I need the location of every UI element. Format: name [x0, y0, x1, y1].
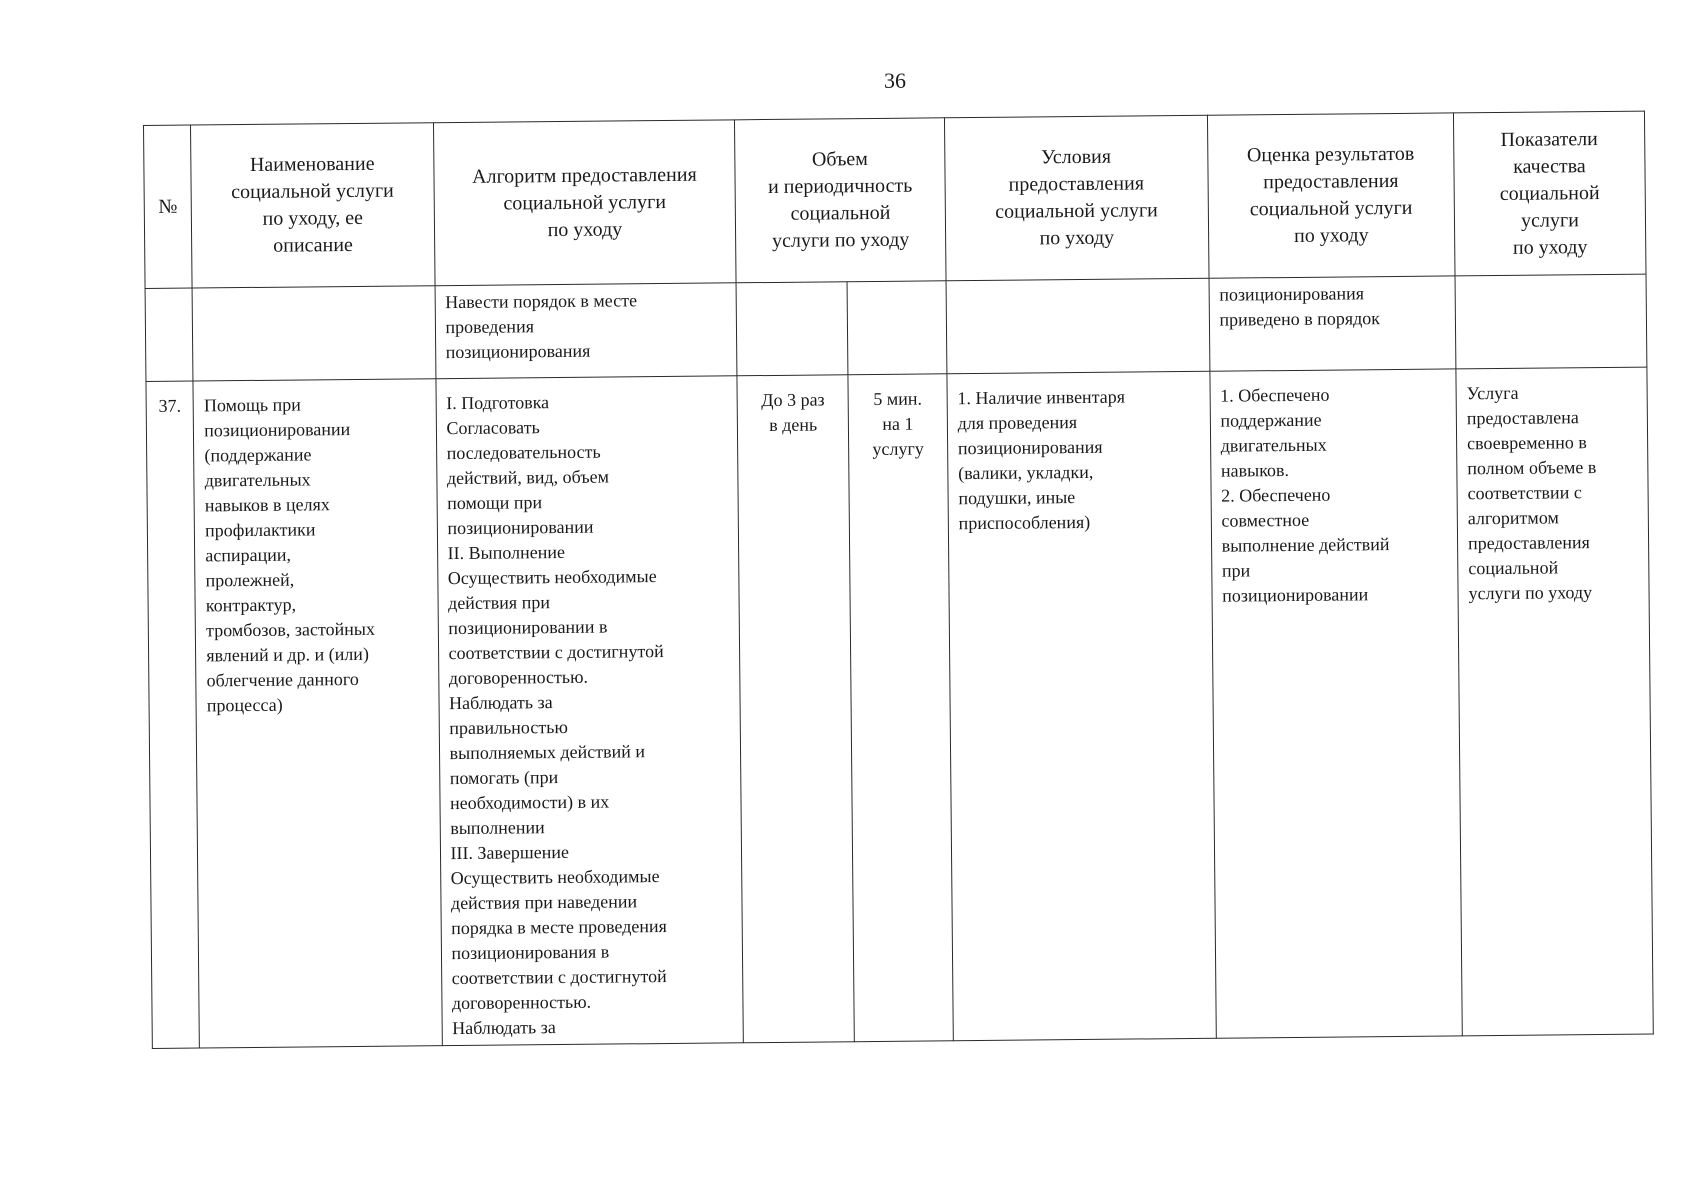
header-row — [144, 111, 1646, 288]
cell-frequency: До 3 раз в день — [737, 375, 854, 1043]
header-volume-frequency: Объем и периодичность социальной услуги по уходу — [735, 118, 946, 283]
cell-algorithm: Навести порядок в месте проведения позиционирования — [435, 283, 738, 379]
cell-service-name: Помощь при позиционировании (поддержание двигательных навыков в целях профилактики аспирации, пролежней, контрактур, тромбозов, застойных явлений и др. и (или) облегчение данного процесса) — [193, 379, 442, 1048]
service-table — [143, 111, 1654, 1049]
header-number: № — [144, 125, 193, 288]
header-algorithm: Алгоритм предоставления социальной услуги по уходу — [433, 120, 736, 286]
cell-number: 37. — [146, 381, 200, 1048]
cell-conditions: 1. Наличие инвентаря для проведения позиционирования (валики, укладки, подушки, иные приспособления) — [947, 371, 1216, 1040]
cell-frequency — [736, 282, 848, 376]
header-quality: Показатели качества социальной услуги по уходу — [1453, 111, 1646, 276]
cell-algorithm: I. Подготовка Согласовать последовательность действий, вид, объем помощи при позиционировании II. Выполнение Осуществить необходимые действия при позиционировании в соответствии с достигнутой договоренностью. Наблюдать за правильностью выполняемых действий и помогать (при необходимости) в их выполнении III. Завершение Осуществить необходимые действия при наведении порядка в месте проведения позиционирования в соответствии с достигнутой договоренностью. Наблюдать за — [435, 376, 743, 1046]
header-conditions: Условия предоставления социальной услуги по уходу — [944, 115, 1208, 281]
cell-service-name — [192, 286, 435, 381]
table-row-37 — [146, 367, 1653, 1048]
cell-conditions — [946, 278, 1210, 374]
table-row-continuation — [145, 274, 1647, 381]
cell-evaluation: 1. Обеспечено поддержание двигательных навыков. 2. Обеспечено совместное выполнение действий при позиционировании — [1209, 369, 1462, 1038]
cell-evaluation: позиционирования приведено в порядок — [1209, 276, 1456, 371]
header-evaluation: Оценка результатов предоставления социальной услуги по уходу — [1207, 113, 1455, 278]
header-service-name: Наименование социальной услуги по уходу, ее описание — [191, 123, 435, 288]
cell-quality: Услуга предоставлена своевременно в полном объеме в соответствии с алгоритмом предоставления социальной услуги по уходу — [1456, 367, 1653, 1036]
cell-duration: 5 мин. на 1 услугу — [848, 374, 953, 1042]
service-table-wrapper — [143, 111, 1654, 1049]
cell-duration — [847, 281, 946, 375]
cell-quality — [1455, 274, 1647, 369]
cell-number — [145, 288, 193, 381]
page-number: 36 — [884, 68, 906, 93]
